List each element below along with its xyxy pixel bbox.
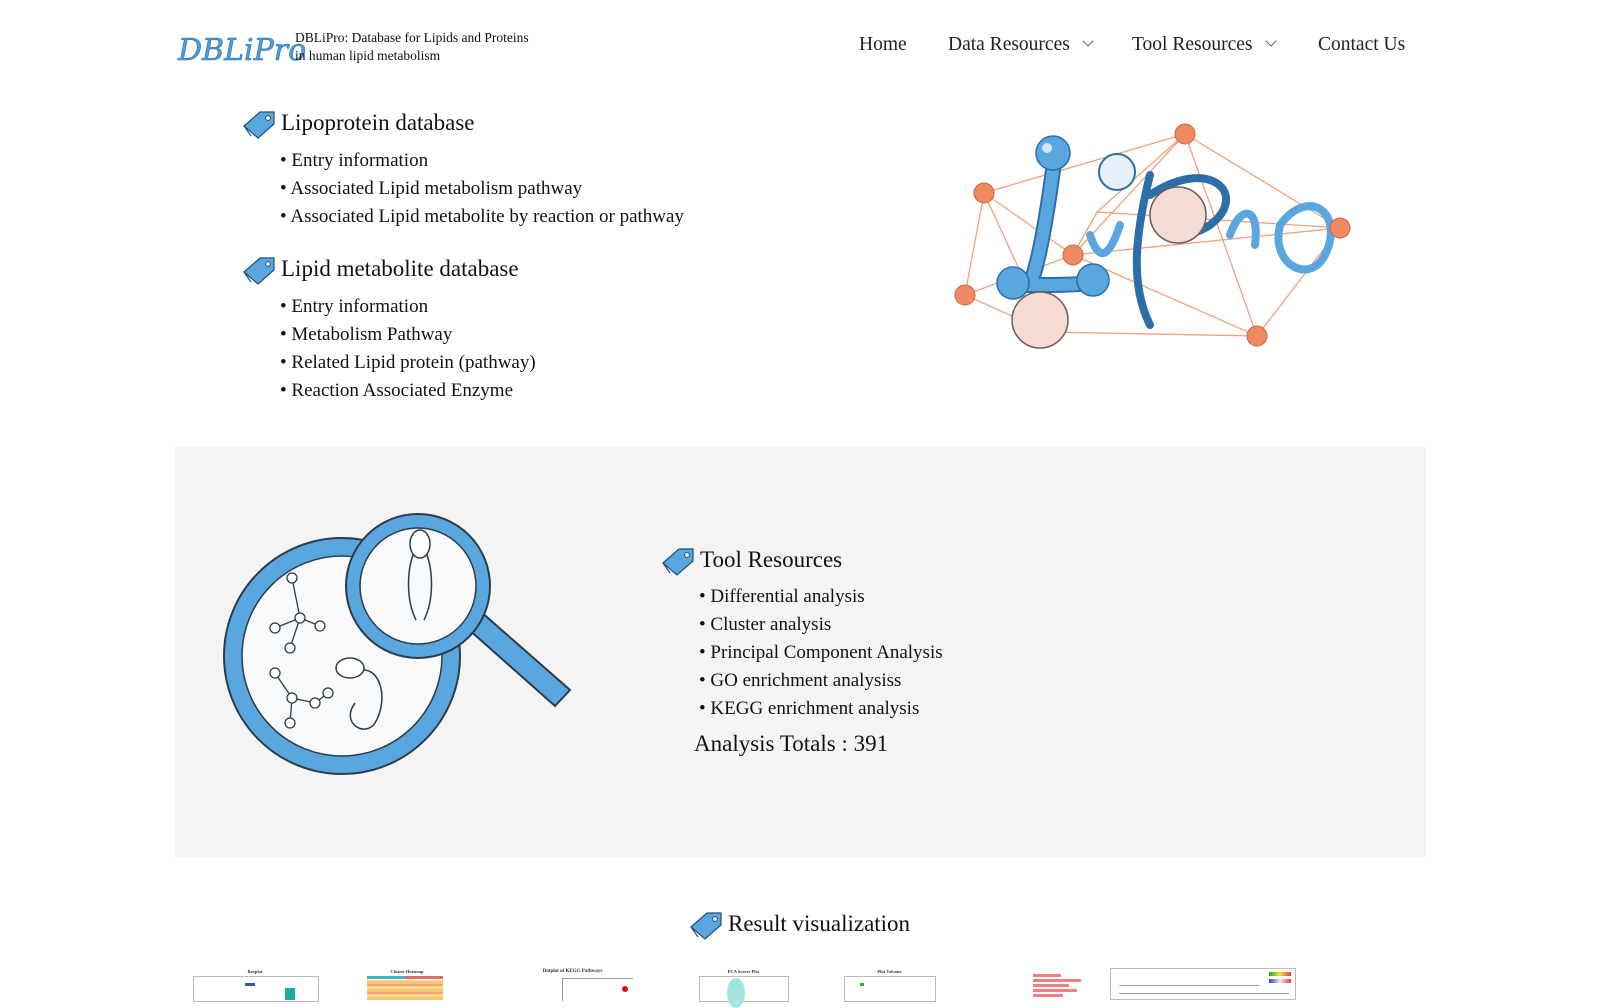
tool-item: • Differential analysis — [699, 586, 865, 607]
pathway-map-thumbnail[interactable] — [1110, 968, 1296, 1000]
metabolite-item: • Entry information — [280, 296, 429, 317]
chevron-down-icon — [1265, 35, 1276, 46]
result-visualization-title: Result visualization — [728, 911, 911, 936]
lipid-metabolite-database-title[interactable]: Lipid metabolite database — [281, 256, 519, 281]
cluster-heatmap-thumbnail[interactable] — [362, 968, 452, 1000]
nav-home[interactable]: Home — [859, 34, 907, 55]
tag-icon — [241, 108, 277, 140]
nav-data-resources[interactable] — [948, 34, 1092, 56]
analysis-totals: Analysis Totals : 391 — [694, 731, 889, 756]
svg-text:DBLiPro: DBLiPro — [178, 33, 307, 68]
metabolite-item: • Reaction Associated Enzyme — [280, 380, 514, 401]
boxplot-thumbnail[interactable] — [190, 968, 320, 1000]
site-title-line2: in human lipid metabolism — [295, 48, 441, 63]
volcano-plot-thumbnail[interactable] — [842, 968, 937, 1000]
lipoprotein-item: • Entry information — [280, 150, 429, 171]
tool-item: • Principal Component Analysis — [699, 642, 943, 663]
tool-item: • KEGG enrichment analysis — [699, 698, 920, 719]
thumbnail-title: Cluster Heatmap — [390, 969, 424, 974]
pca-scores-thumbnail[interactable] — [697, 968, 790, 1000]
dblipro-logo[interactable] — [176, 28, 307, 70]
bar-chart-thumbnail[interactable] — [993, 968, 1085, 1000]
lipoprotein-item: • Associated Lipid metabolism pathway — [280, 178, 583, 199]
lipoprotein-database-title[interactable]: Lipoprotein database — [281, 110, 475, 135]
thumbnail-title: Boxplot — [247, 969, 263, 974]
kegg-dotplot-thumbnail[interactable] — [500, 968, 645, 1000]
metabolite-item: • Related Lipid protein (pathway) — [280, 352, 536, 373]
thumbnail-title: PCA Scores Plot — [727, 969, 760, 974]
thumbnail-title: Plot Volcano — [877, 969, 902, 974]
tool-item: • GO enrichment analysiss — [699, 670, 902, 691]
tool-resources-title[interactable]: Tool Resources — [700, 547, 843, 572]
thumbnail-title: Dotplot of KEGG Pathways — [542, 969, 603, 974]
lipoprotein-item: • Associated Lipid metabolite by reaction or pathway — [280, 206, 684, 227]
site-title-line1: DBLiPro: Database for Lipids and Proteins — [295, 30, 529, 45]
tag-icon — [660, 545, 696, 577]
chevron-down-icon — [1082, 35, 1093, 46]
site-header — [0, 0, 1600, 95]
metabolite-item: • Metabolism Pathway — [280, 324, 453, 345]
nav-tool-resources[interactable] — [1132, 34, 1275, 56]
nav-tool-resources-label: Tool Resources — [1132, 34, 1253, 55]
nav-data-resources-label: Data Resources — [948, 34, 1070, 55]
lipro-network-illustration — [950, 115, 1360, 360]
tag-icon — [241, 254, 277, 286]
nav-contact-us[interactable]: Contact Us — [1318, 34, 1406, 55]
tool-item: • Cluster analysis — [699, 614, 832, 635]
site-title — [295, 29, 529, 65]
magnifier-illustration — [220, 508, 585, 793]
tag-icon — [688, 909, 724, 941]
